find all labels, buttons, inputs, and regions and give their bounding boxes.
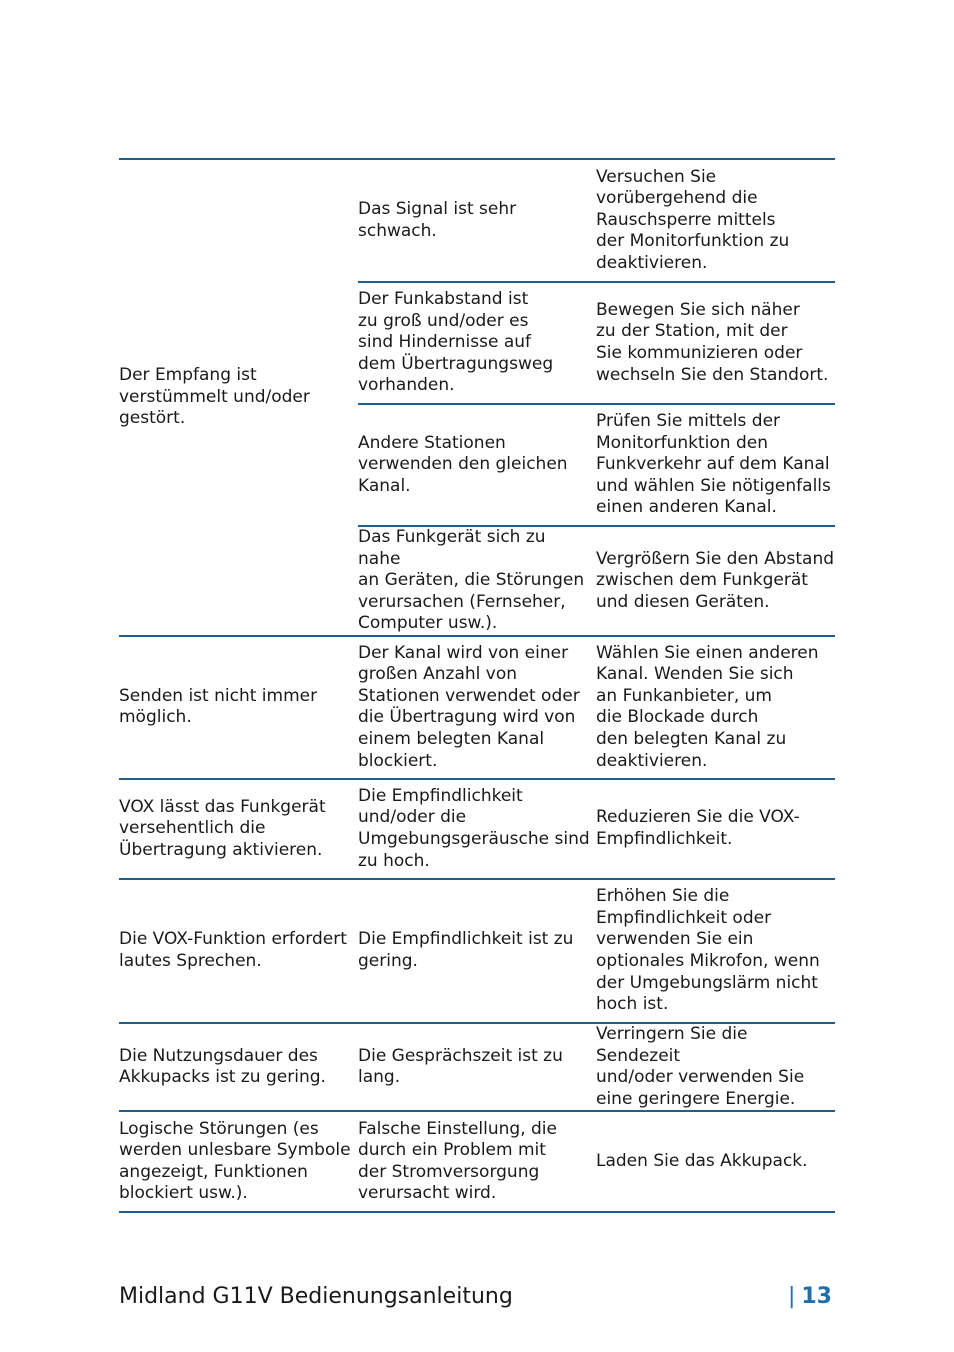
troubleshooting-table [119,158,835,1213]
problem-cell: Die VOX-Funktion erfordert lautes Sprechen. [119,879,358,1023]
cause-cell: Das Funkgerät sich zu nahe an Geräten, die Störungen verursachen (Fernseher, Computer usw.). [358,526,596,636]
table-row [119,1111,835,1212]
page-number: 13 [801,1284,832,1309]
cause-cell: Andere Stationen verwenden den gleichen Kanal. [358,404,596,526]
solution-cell: Reduzieren Sie die VOX- Empfindlichkeit. [596,779,835,879]
table-row [119,1023,835,1111]
problem-cell: Der Empfang ist verstümmelt und/oder gestört. [119,159,358,636]
cause-cell: Die Empfindlichkeit ist zu gering. [358,879,596,1023]
table-row [119,879,835,1023]
table-row [119,779,835,879]
cause-cell: Der Kanal wird von einer großen Anzahl von Stationen verwendet oder die Übertragung wird von einem belegten Kanal blockiert. [358,636,596,779]
footer-separator: | [787,1284,796,1309]
solution-cell: Vergrößern Sie den Abstand zwischen dem Funkgerät und diesen Geräten. [596,526,835,636]
table-row [119,159,835,282]
footer-page-number [788,1283,832,1311]
cause-cell: Das Signal ist sehr schwach. [358,159,596,282]
solution-cell: Erhöhen Sie die Empfindlichkeit oder verwenden Sie ein optionales Mikrofon, wenn der Umgebungslärm nicht hoch ist. [596,879,835,1023]
solution-cell: Laden Sie das Akkupack. [596,1111,835,1212]
solution-cell: Bewegen Sie sich näher zu der Station, mit der Sie kommunizieren oder wechseln Sie den Standort. [596,282,835,404]
problem-cell: Logische Störungen (es werden unlesbare Symbole angezeigt, Funktionen blockiert usw.). [119,1111,358,1212]
problem-cell: VOX lässt das Funkgerät versehentlich die Übertragung aktivieren. [119,779,358,879]
cause-cell: Die Empfindlichkeit und/oder die Umgebungsgeräusche sind zu hoch. [358,779,596,879]
solution-cell: Wählen Sie einen anderen Kanal. Wenden Sie sich an Funkanbieter, um die Blockade durch den belegten Kanal zu deaktivieren. [596,636,835,779]
cause-cell: Falsche Einstellung, die durch ein Problem mit der Stromversorgung verursacht wird. [358,1111,596,1212]
problem-cell: Senden ist nicht immer möglich. [119,636,358,779]
solution-cell: Prüfen Sie mittels der Monitorfunktion den Funkverkehr auf dem Kanal und wählen Sie nötigenfalls einen anderen Kanal. [596,404,835,526]
problem-cell: Die Nutzungsdauer des Akkupacks ist zu gering. [119,1023,358,1111]
cause-cell: Der Funkabstand ist zu groß und/oder es sind Hindernisse auf dem Übertragungsweg vorhanden. [358,282,596,404]
cause-cell: Die Gesprächszeit ist zu lang. [358,1023,596,1111]
solution-cell: Versuchen Sie vorübergehend die Rauschsperre mittels der Monitorfunktion zu deaktivieren. [596,159,835,282]
footer-manual-title: Midland G11V Bedienungsanleitung [119,1284,513,1309]
solution-cell: Verringern Sie die Sendezeit und/oder verwenden Sie eine geringere Energie. [596,1023,835,1111]
troubleshooting-table-body [119,159,835,1212]
table-row [119,636,835,779]
